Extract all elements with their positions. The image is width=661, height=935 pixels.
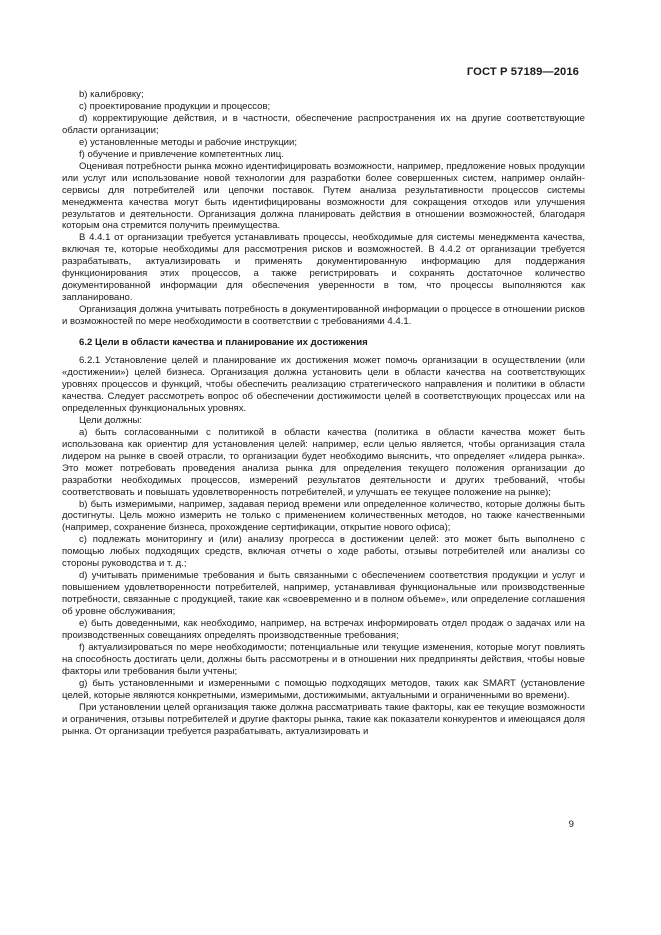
objective-item-g: g) быть установленными и измеренными с помощью подходящих методов, таких как SMART (установление целей, которые являются конкретными, измеримыми, достижимыми, актуальными и ограниченными во времени). bbox=[62, 677, 585, 701]
objective-item-f: f) актуализироваться по мере необходимости; потенциальные или текущие изменения, которые могут повлиять на способность достигать цели, должны быть рассмотрены и в отношении них предприняты действия, чтобы новые факторы или требования были учтены; bbox=[62, 641, 585, 677]
list-item-calibration: b) калибровку; bbox=[79, 89, 144, 100]
objective-item-b: b) быть измеримыми, например, задавая период времени или определенное количество, которые должны быть достигнуты. Цель можно измерить не только с применением количественных методов, но также качественными (например, сохранение бизнеса, прохождение сертификации, открытие нового офиса); bbox=[62, 498, 585, 534]
paragraph-market-needs: Оценивая потребности рынка можно идентифицировать возможности, например, предложение новых продукции или услуг или использование новой технологии для разработки более совершенных систем, например онлайн-сервисы для потребителей или цепочки поставок. Путем анализа результативности процессов системы менеджмента качества могут быть идентифицированы возможности для сокращения отходов или улучшения результатов и деятельности. Организация должна планировать действия в отношении возможностей, благодаря которым она стремится получить преимущества. bbox=[62, 160, 585, 232]
list-item-training: f) обучение и привлечение компетентных лиц. bbox=[79, 148, 284, 160]
paragraph-documented-info: Организация должна учитывать потребность в документированной информации о процессе в отношении рисков и возможностей по мере необходимости в соответствии с требованиями 4.4.1. bbox=[62, 304, 585, 328]
objective-item-d: d) учитывать применимые требования и быть связанными с обеспечением соответствия продукции и услуг и повышением удовлетворенности потребителей, например, устанавливая функциональные или производственные потребности, связанные с продукцией, такие как «своевременно и в полном объеме», или определение соглашения об уровне обслуживания; bbox=[62, 570, 585, 618]
list-item-corrective-actions: d) корректирующие действия, и в частности, обеспечение распространения их на другие соответствующие области организации; bbox=[62, 112, 585, 136]
objective-item-c: c) подлежать мониторингу и (или) анализу прогресса в достижении целей: это может быть выполнено с помощью любых подходящих средств, включая отчеты о ходе работы, отзывы потребителей или анализы со стороны руководства и т. д.; bbox=[62, 534, 585, 570]
objective-item-e: e) быть доведенными, как необходимо, например, на встречах информировать отдел продаж о задачах или на производственных совещаниях определять производственные требования; bbox=[62, 618, 585, 641]
list-item-methods: e) установленные методы и рабочие инструкции; bbox=[79, 136, 297, 148]
page-number: 9 bbox=[568, 819, 574, 830]
document-header: ГОСТ Р 57189—2016 bbox=[466, 66, 579, 78]
paragraph-objectives-intro: Цели должны: bbox=[79, 414, 143, 426]
objective-item-a: a) быть согласованными с политикой в области качества (политика в области качества может быть использована как ориентир для установления целей: например, если целью является, чтобы организация стала лидером на рынке в своей отрасли, то организации будет необходимо выяснить, что определяет «лидера рынка». Это может потребовать проведения анализа рынка для определения текущего положения организации до разработки необходимых процессов, измерений результатов деятельности и других требований, чтобы соответствовать и повышать удовлетворенность потребителей, и улучшать ее текущее положение на рынке); bbox=[62, 426, 585, 498]
paragraph-factors: При установлении целей организация также должна рассматривать такие факторы, как ее текущие возможности и ограничения, отзывы потребителей и другие факторы рынка, такие как показатели конкурентов и имеющаяся доля рынка. От организации требуется разрабатывать, актуализировать и bbox=[62, 701, 585, 737]
list-item-design: c) проектирование продукции и процессов; bbox=[79, 100, 271, 112]
paragraph-4-4-1: В 4.4.1 от организации требуется устанавливать процессы, необходимые для системы менеджмента качества, включая те, которые необходимы для рассмотрения рисков и возможностей. В 4.4.2 от организации требуется разрабатывать, актуализировать и применять документированную информацию для поддержания функционирования этих процессов, а также регистрировать и сохранять достаточное количество документированной информации для обеспечения уверенности в том, что процессы выполняются как запланировано. bbox=[62, 232, 585, 304]
document-body bbox=[62, 89, 585, 738]
section-heading-6-2: 6.2 Цели в области качества и планирование их достижения bbox=[79, 337, 368, 349]
paragraph-6-2-1: 6.2.1 Установление целей и планирование их достижения может помочь организации в осуществлении (или «достижении») целей бизнеса. Организация должна установить цели в области качества на соответствующих уровнях процессов и функций, чтобы обеспечить реализацию стратегического направления и политики в области качества. Следует рассмотреть вопрос об обеспечении достижимости целей в соответствующих процессах или на определенных функциональных уровнях. bbox=[62, 355, 585, 414]
